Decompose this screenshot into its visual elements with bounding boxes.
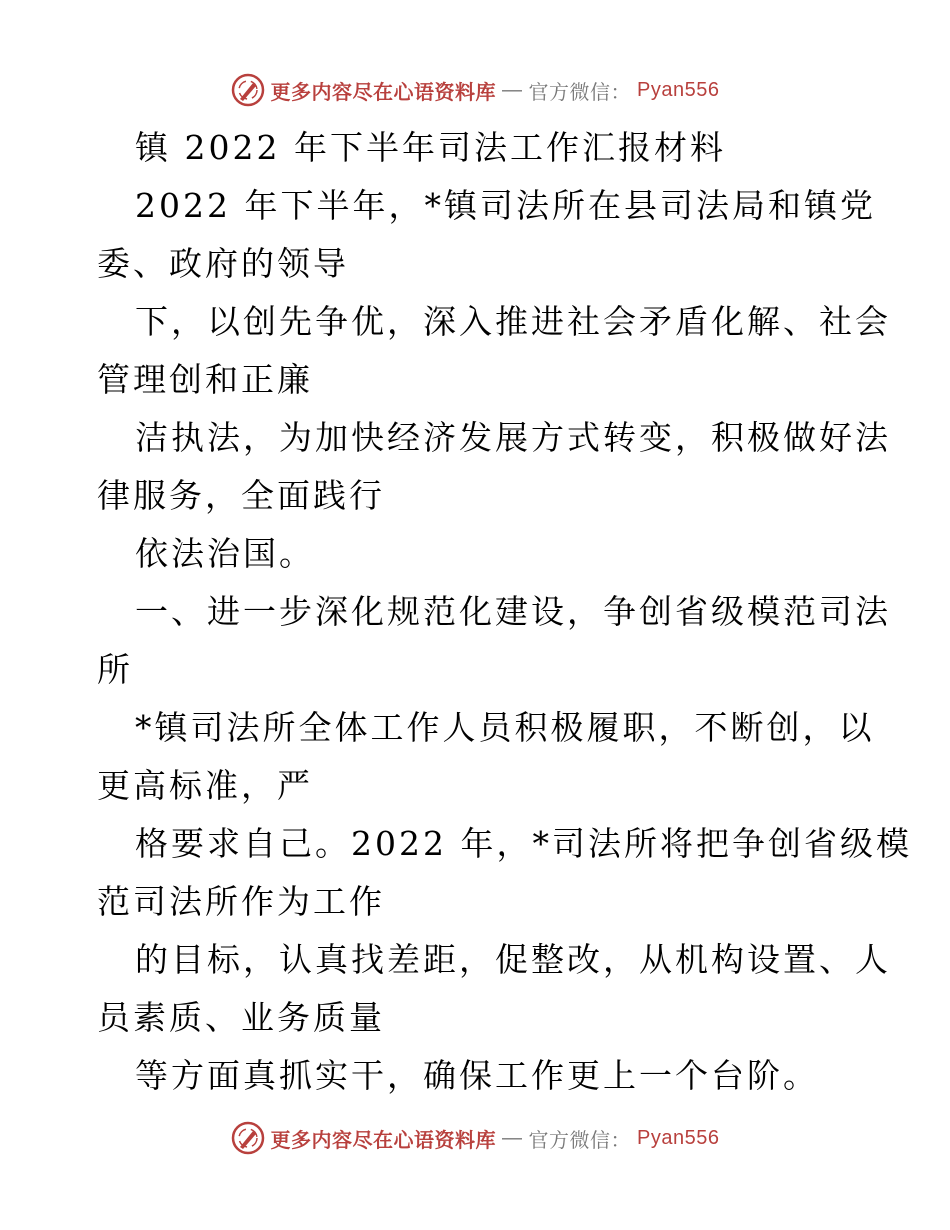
- header-banner: [0, 70, 950, 110]
- section-heading-continued: 所: [97, 650, 133, 689]
- pen-logo-icon: [231, 1121, 265, 1155]
- text-line: 委、政府的领导: [97, 244, 349, 283]
- banner-content: [231, 73, 720, 107]
- promo-text: 更多内容尽在心语资料库: [270, 81, 497, 104]
- banner-content: [231, 1121, 720, 1155]
- document-title: 镇 2022 年下半年司法工作汇报材料: [135, 128, 726, 167]
- text-line: 律服务，全面践行: [97, 476, 385, 515]
- text-line: *镇司法所全体工作人员积极履职，不断创，以: [135, 708, 875, 747]
- text-line: 更高标准，严: [97, 766, 313, 805]
- text-line: 管理创和正廉: [97, 360, 313, 399]
- wechat-id: Pyan556: [637, 1126, 720, 1149]
- section-heading: 一、进一步深化规范化建设，争创省级模范司法: [135, 592, 891, 631]
- text-line: 格要求自己。2022 年，*司法所将把争创省级模: [135, 824, 912, 863]
- promo-text: 更多内容尽在心语资料库: [270, 1129, 497, 1152]
- wechat-label: 官方微信：: [528, 81, 632, 104]
- text-line: 依法治国。: [135, 534, 315, 573]
- text-line: 洁执法，为加快经济发展方式转变，积极做好法: [135, 418, 891, 457]
- text-line: 员素质、业务质量: [97, 998, 385, 1037]
- banner-separator: —: [502, 78, 523, 101]
- wechat-label: 官方微信：: [528, 1129, 632, 1152]
- text-line: 下，以创先争优，深入推进社会矛盾化解、社会: [135, 302, 891, 341]
- text-line: 等方面真抓实干，确保工作更上一个台阶。: [135, 1056, 819, 1095]
- pen-logo-icon: [231, 73, 265, 107]
- text-line: 的目标，认真找差距，促整改，从机构设置、人: [135, 940, 891, 979]
- footer-banner: [0, 1118, 950, 1158]
- banner-separator: —: [502, 1126, 523, 1149]
- wechat-id: Pyan556: [637, 78, 720, 101]
- text-line: 2022 年下半年，*镇司法所在县司法局和镇党: [135, 186, 876, 225]
- text-line: 范司法所作为工作: [97, 882, 385, 921]
